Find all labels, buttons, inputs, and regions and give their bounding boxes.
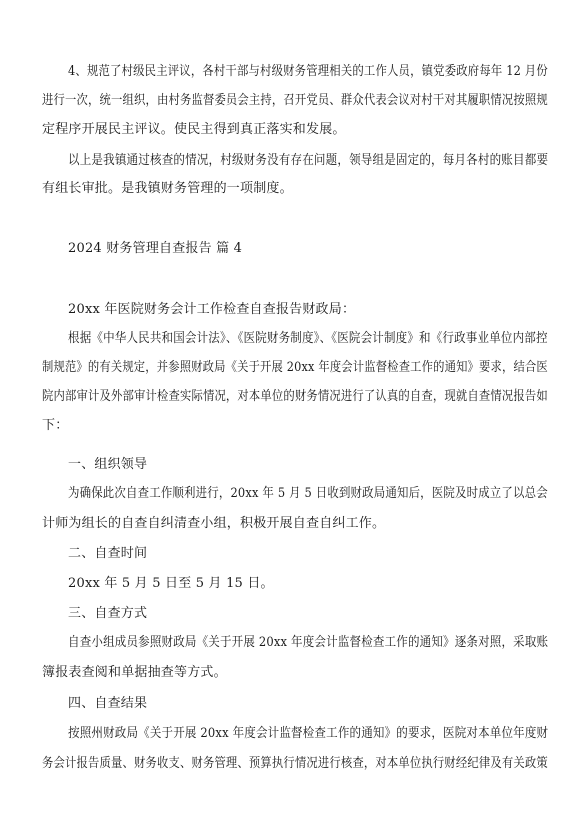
paragraph-line: 4、规范了村级民主评议，各村干部与村级财务管理相关的工作人员，镇党委政府每年 12 月份 [68, 64, 548, 79]
paragraph-line: 计师为组长的自查自纠清查小组，积极开展自查自纠工作。 [42, 516, 386, 531]
paragraph-line: 自查小组成员参照财政局《关于开展 20xx 年度会计监督检查工作的通知》逐条对照，采取账 [68, 635, 549, 650]
section-heading: 2024 财务管理自查报告 篇 4 [68, 241, 243, 256]
report-title: 20xx 年医院财务会计工作检查自查报告财政局： [68, 302, 356, 317]
paragraph-line: 务会计报告质量、财务收支、财务管理、预算执行情况进行核查，对本单位执行财经纪律及有关政策 [42, 756, 548, 771]
paragraph-line: 为确保此次自查工作顺利进行，20xx 年 5 月 5 日收到财政局通知后，医院及时成立了以总会 [68, 486, 548, 501]
paragraph-line: 按照州财政局《关于开展 20xx 年度会计监督检查工作的通知》的要求，医院对本单位年度财 [68, 726, 549, 741]
paragraph-line: 20xx 年 5 月 5 日至 5 月 15 日。 [68, 576, 274, 591]
paragraph-line: 以上是我镇通过核查的情况，村级财务没有存在问题，领导组是固定的，每月各村的账目都要 [68, 153, 549, 168]
paragraph-line: 根据《中华人民共和国会计法》、《医院财务制度》、《医院会计制度》和《行政事业单位内部控 [68, 331, 548, 346]
paragraph-line: 定程序开展民主评议。使民主得到真正落实和发展。 [42, 122, 346, 137]
paragraph-line: 下： [42, 418, 69, 433]
paragraph-line: 簿报表查阅和单据抽查等方式。 [42, 665, 227, 680]
paragraph-line: 有组长审批。是我镇财务管理的一项制度。 [42, 181, 293, 196]
subsection-heading: 四、自查结果 [68, 696, 148, 711]
subsection-heading: 三、自查方式 [68, 606, 148, 621]
paragraph-line: 院内部审计及外部审计检查实际情况，对本单位的财务情况进行了认真的自查，现就自查情况报告如 [42, 389, 548, 404]
paragraph-line: 制规范》的有关规定，并参照财政局《关于开展 20xx 年度会计监督检查工作的通知》要求，结合医 [42, 360, 548, 375]
subsection-heading: 一、组织领导 [68, 457, 148, 472]
subsection-heading: 二、自查时间 [68, 546, 148, 561]
paragraph-line: 进行一次，统一组织，由村务监督委员会主持，召开党员、群众代表会议对村干对其履职情况按照规 [42, 93, 548, 108]
